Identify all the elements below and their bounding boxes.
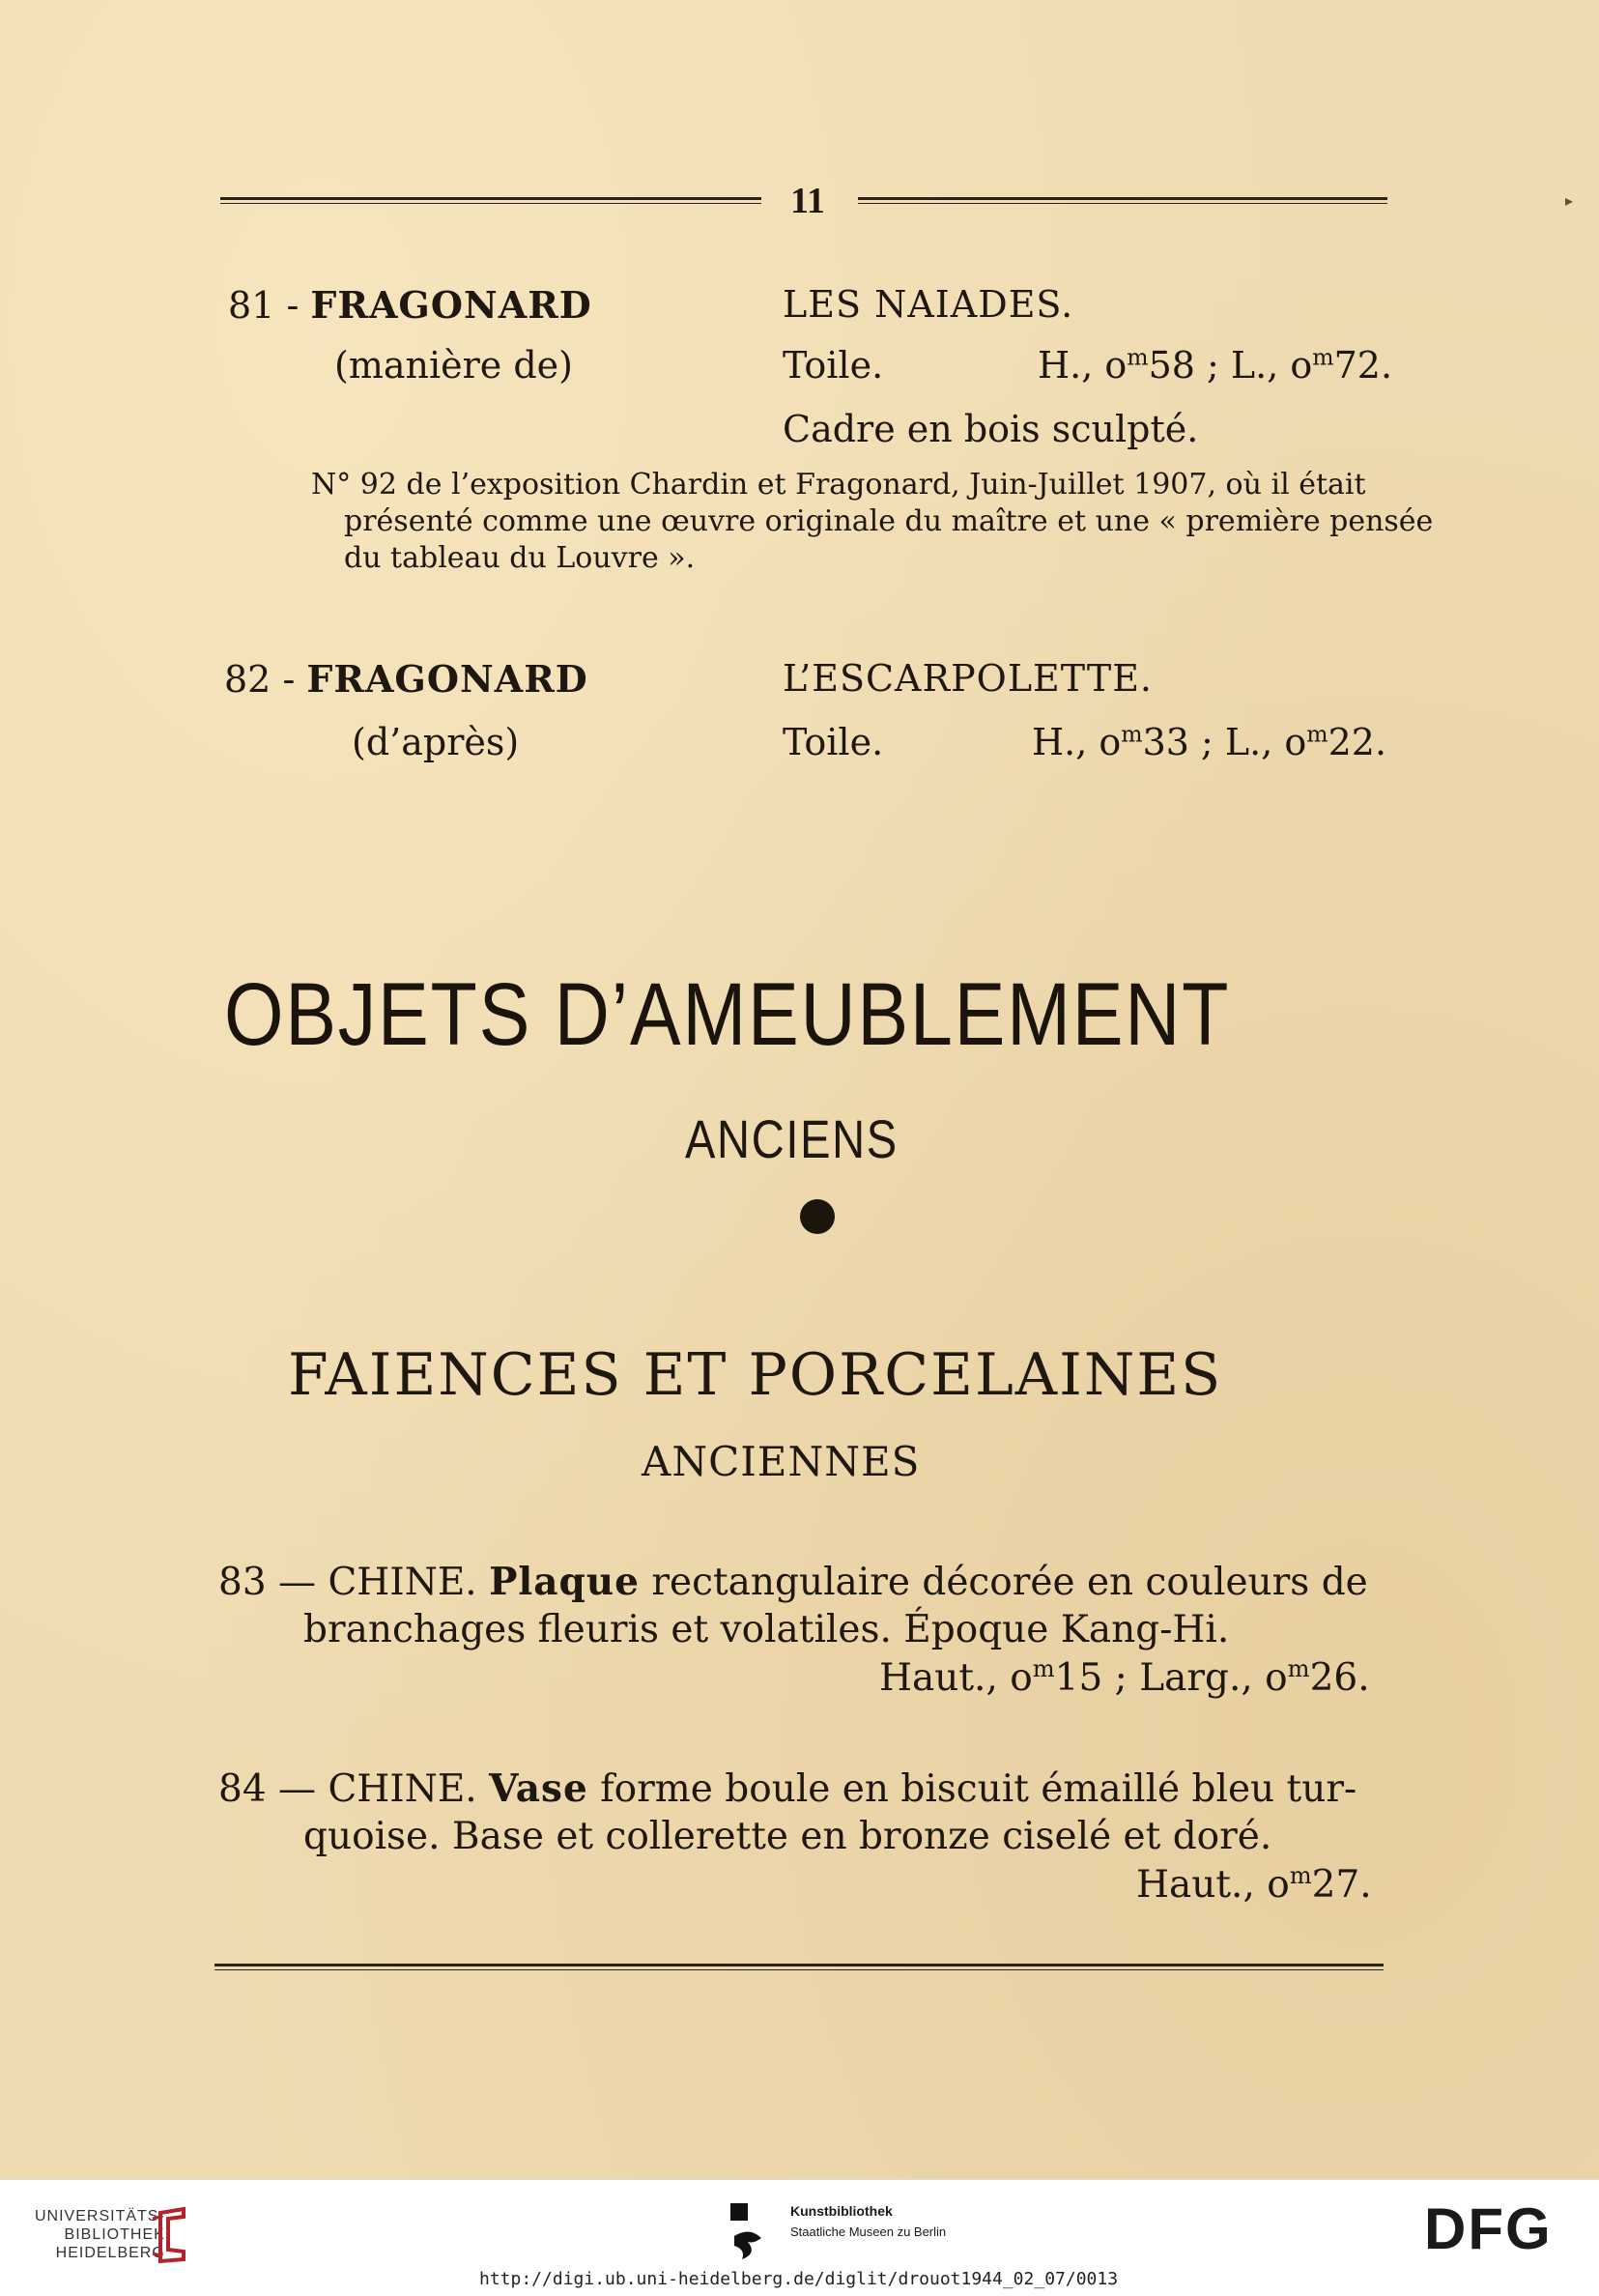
dfg-logo: DFG — [1424, 2196, 1553, 2261]
section-title: OBJETS D’AMEUBLEMENT — [224, 965, 1231, 1064]
item-description: forme boule en biscuit émaillé bleu tur- — [600, 1767, 1357, 1811]
item-dash: — — [278, 1561, 317, 1604]
kunstbibliothek-logo-icon — [730, 2203, 771, 2268]
lot-81-title: LES NAIADES. — [783, 283, 1074, 326]
lot-82-title: L’ESCARPOLETTE. — [783, 657, 1154, 700]
lot-82-qualifier: (d’après) — [352, 721, 520, 763]
item-83-line-2: branchages fleuris et volatiles. Époque Kang-Hi. — [303, 1608, 1230, 1651]
section-subtitle: ANCIENS — [685, 1108, 899, 1169]
item-origin: CHINE. — [328, 1561, 477, 1604]
kunstbibliothek-subtitle: Staatliche Museen zu Berlin — [790, 2224, 947, 2239]
lot-81-medium: Toile. — [783, 344, 884, 387]
lot-81-note-line-2: présenté comme une œuvre originale du maître et une « première pensée — [344, 504, 1434, 538]
item-84-line-2: quoise. Base et collerette en bronze ciselé et doré. — [303, 1815, 1272, 1858]
item-object: Plaque — [489, 1560, 640, 1604]
lot-number: 82 — [224, 658, 271, 701]
item-origin: CHINE. — [328, 1767, 477, 1811]
lot-artist: FRAGONARD — [306, 657, 588, 701]
lot-81-qualifier: (manière de) — [334, 344, 573, 387]
bullet-ornament — [800, 1199, 835, 1234]
header-rule-left — [220, 197, 761, 204]
item-number: 84 — [218, 1767, 267, 1811]
subsection-subtitle: ANCIENNES — [642, 1438, 921, 1485]
item-84-dimensions: Haut., $o^m27$. — [1136, 1862, 1372, 1907]
lot-82-medium: Toile. — [783, 721, 884, 763]
page-number: 11 — [790, 181, 825, 221]
item-object: Vase — [489, 1766, 588, 1811]
header-rule-right — [858, 197, 1387, 204]
subsection-title: FAIENCES ET PORCELAINES — [288, 1341, 1223, 1409]
digitization-footer — [0, 2179, 1599, 2296]
lot-separator: - — [282, 658, 296, 701]
lot-82-dimensions: H., $o^m33$ ; L., $o^m22$. — [1032, 720, 1387, 763]
lot-artist: FRAGONARD — [310, 283, 592, 327]
margin-mark: ▸ — [1565, 191, 1574, 210]
lot-82-header — [224, 657, 588, 701]
uni-heidelberg-logo-icon — [147, 2205, 193, 2270]
item-number: 83 — [218, 1561, 267, 1604]
item-83-dimensions: Haut., $o^m15$ ; Larg., $o^m26$. — [879, 1655, 1370, 1700]
item-84-line-1 — [218, 1766, 1356, 1811]
lot-81-note-line-1: N° 92 de l’exposition Chardin et Fragonard, Juin-Juillet 1907, où il était — [311, 468, 1366, 502]
lot-separator: - — [286, 284, 300, 327]
footer-rule — [214, 1964, 1384, 1970]
uni-heidelberg-text: UNIVERSITÄTS- BIBLIOTHEK HEIDELBERG — [35, 2208, 165, 2261]
lot-81-header — [228, 283, 592, 327]
permalink-url[interactable]: http://digi.ub.uni-heidelberg.de/diglit/drouot1944_02_07/0013 — [479, 2269, 1119, 2289]
lot-number: 81 — [228, 284, 275, 327]
item-description: rectangulaire décorée en couleurs de — [651, 1561, 1368, 1604]
item-dash: — — [278, 1767, 317, 1811]
lot-81-frame: Cadre en bois sculpté. — [783, 408, 1199, 450]
kunstbibliothek-title: Kunstbibliothek — [790, 2203, 893, 2219]
lot-81-note-line-3: du tableau du Louvre ». — [344, 541, 696, 575]
lot-81-dimensions: H., $o^m58$ ; L., $o^m72$. — [1038, 343, 1393, 387]
item-83-line-1 — [218, 1560, 1368, 1604]
